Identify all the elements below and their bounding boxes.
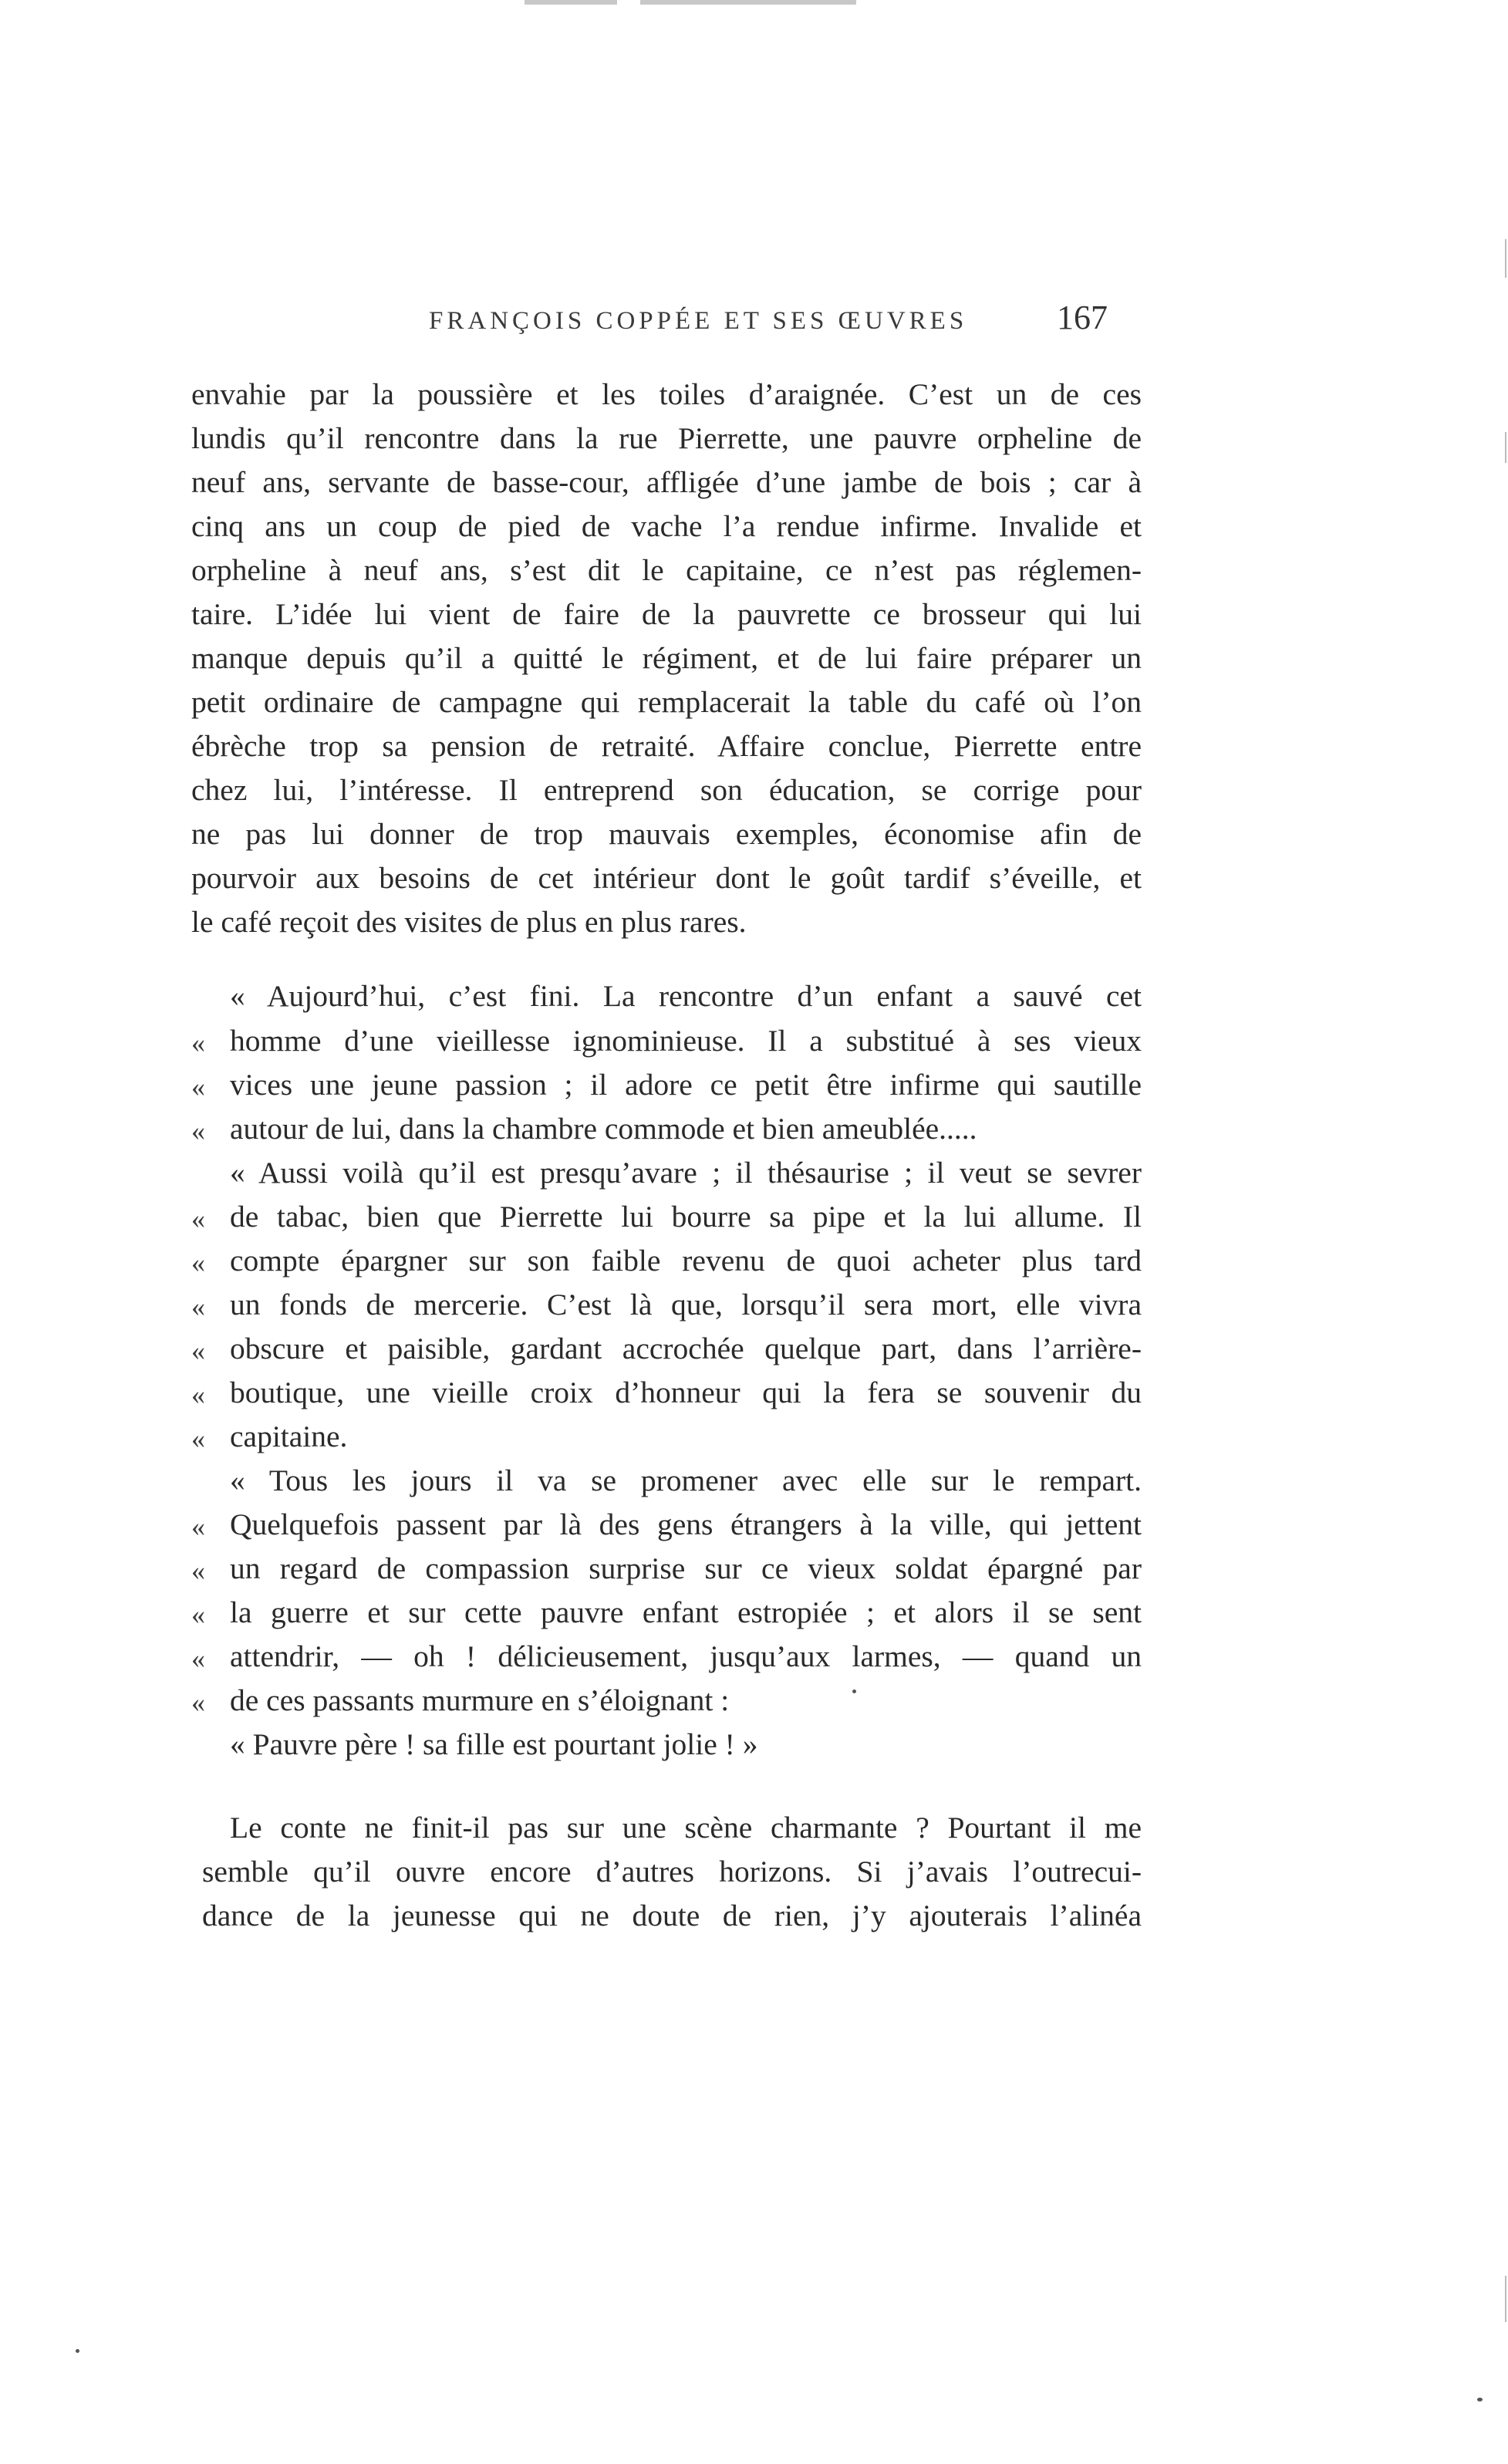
page-number: 167: [1057, 299, 1108, 336]
text-line: ébrèche trop sa pension de retraité. Affaire conclue, Pierrette entre: [191, 729, 1142, 763]
scan-edge-mark: [1505, 239, 1506, 278]
scan-artifact: [640, 0, 856, 5]
continuation-mark: «: [191, 1028, 205, 1058]
quote-line: un regard de compassion surprise sur ce vieux soldat épargné par: [230, 1551, 1142, 1585]
text-line: Le conte ne finit-il pas sur une scène charmante ? Pourtant il me: [230, 1811, 1142, 1845]
quote-line: homme d’une vieillesse ignominieuse. Il a substitué à ses vieux: [230, 1024, 1142, 1058]
quote-line: obscure et paisible, gardant accrochée quelque part, dans l’arrière-: [230, 1332, 1142, 1365]
quote-line: « Aussi voilà qu’il est presqu’avare ; il thésaurise ; il veut se sevrer: [230, 1156, 1142, 1190]
quote-line: vices une jeune passion ; il adore ce petit être infirme qui sautille: [230, 1068, 1142, 1102]
quote-line: « Pauvre père ! sa fille est pourtant jolie ! »: [230, 1727, 758, 1761]
quote-line: capitaine.: [230, 1419, 348, 1453]
continuation-mark: «: [191, 1687, 205, 1718]
continuation-mark: «: [191, 1203, 205, 1234]
text-line: orpheline à neuf ans, s’est dit le capitaine, ce n’est pas réglemen-: [191, 553, 1142, 587]
text-line: semble qu’il ouvre encore d’autres horizons. Si j’avais l’outrecui-: [202, 1855, 1142, 1889]
continuation-mark: «: [191, 1291, 205, 1322]
text-line: manque depuis qu’il a quitté le régiment, et de lui faire préparer un: [191, 641, 1142, 675]
text-line: le café reçoit des visites de plus en plus rares.: [191, 905, 747, 939]
scan-edge-mark: [1505, 432, 1506, 463]
text-line: lundis qu’il rencontre dans la rue Pierrette, une pauvre orpheline de: [191, 421, 1142, 455]
continuation-mark: «: [191, 1247, 205, 1278]
quote-line: compte épargner sur son faible revenu de quoi acheter plus tard: [230, 1244, 1142, 1278]
scan-speck: [1477, 2398, 1483, 2402]
continuation-mark: «: [191, 1511, 205, 1542]
scan-speck: [76, 2349, 79, 2353]
text-line: neuf ans, servante de basse-cour, affligée d’une jambe de bois ; car à: [191, 465, 1142, 499]
quote-line: « Aujourd’hui, c’est fini. La rencontre d’un enfant a sauvé cet: [230, 979, 1142, 1013]
scan-edge-mark: [1505, 2276, 1506, 2322]
continuation-mark: «: [191, 1379, 205, 1410]
text-line: ne pas lui donner de trop mauvais exemples, économise afin de: [191, 817, 1142, 851]
continuation-mark: «: [191, 1072, 205, 1102]
quote-line: « Tous les jours il va se promener avec elle sur le rempart.: [230, 1463, 1142, 1497]
continuation-mark: «: [191, 1116, 205, 1146]
text-line: taire. L’idée lui vient de faire de la pauvrette ce brosseur qui lui: [191, 597, 1142, 631]
quote-line: attendrir, — oh ! délicieusement, jusqu’aux larmes, — quand un: [230, 1639, 1142, 1673]
text-line: chez lui, l’intéresse. Il entreprend son éducation, se corrige pour: [191, 773, 1142, 807]
text-line: dance de la jeunesse qui ne doute de rien, j’y ajouterais l’alinéa: [202, 1899, 1142, 1932]
quote-line: la guerre et sur cette pauvre enfant estropiée ; et alors il se sent: [230, 1595, 1142, 1629]
quote-line: boutique, une vieille croix d’honneur qui la fera se souvenir du: [230, 1375, 1142, 1409]
continuation-mark: «: [191, 1643, 205, 1674]
continuation-mark: «: [191, 1335, 205, 1366]
continuation-mark: «: [191, 1599, 205, 1630]
quote-line: Quelquefois passent par là des gens étrangers à la ville, qui jettent: [230, 1507, 1142, 1541]
quote-line: un fonds de mercerie. C’est là que, lorsqu’il sera mort, elle vivra: [230, 1288, 1142, 1321]
text-line: cinq ans un coup de pied de vache l’a rendue infirme. Invalide et: [191, 509, 1142, 543]
continuation-mark: «: [191, 1423, 205, 1454]
scan-speck: [852, 1689, 856, 1693]
text-line: pourvoir aux besoins de cet intérieur dont le goût tardif s’éveille, et: [191, 861, 1142, 895]
text-line: envahie par la poussière et les toiles d’araignée. C’est un de ces: [191, 377, 1142, 411]
text-line: petit ordinaire de campagne qui remplacerait la table du café où l’on: [191, 685, 1142, 719]
continuation-mark: «: [191, 1555, 205, 1586]
quote-line: autour de lui, dans la chambre commode et bien ameublée.....: [230, 1112, 977, 1146]
scan-artifact: [525, 0, 617, 5]
quote-line: de tabac, bien que Pierrette lui bourre sa pipe et la lui allume. Il: [230, 1200, 1142, 1234]
running-head: FRANÇOIS COPPÉE ET SES ŒUVRES: [429, 307, 968, 335]
quote-line: de ces passants murmure en s’éloignant :: [230, 1683, 730, 1717]
